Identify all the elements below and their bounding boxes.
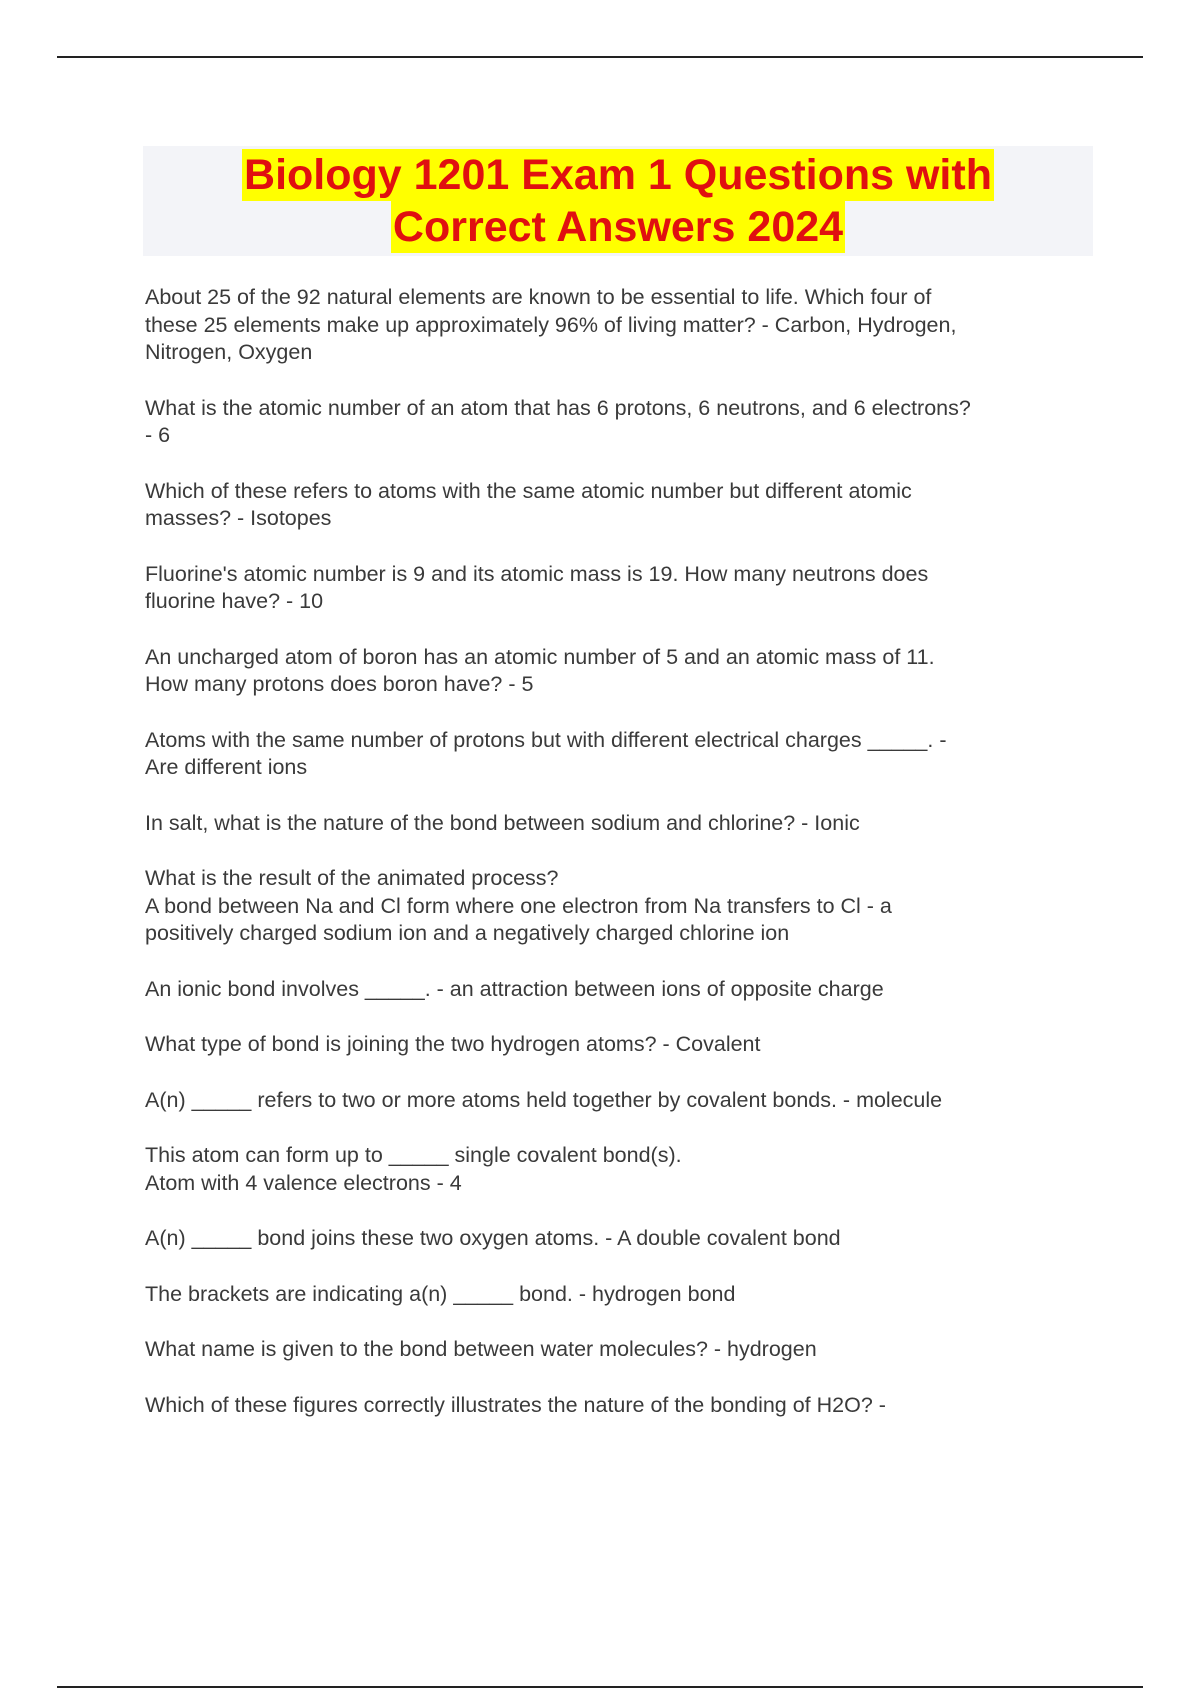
- page-title-line-2: Correct Answers 2024: [392, 203, 844, 251]
- qa-item: Atoms with the same number of protons but with different electrical charges _____. - Are different ions: [145, 727, 947, 779]
- title-banner: [143, 146, 1093, 256]
- qa-item: What is the atomic number of an atom that has 6 protons, 6 neutrons, and 6 electrons? - 6: [145, 395, 971, 447]
- qa-item: About 25 of the 92 natural elements are known to be essential to life. Which four of these 25 elements make up approximately 96% of living matter? - Carbon, Hydrogen, Nitrogen, Oxygen: [145, 285, 957, 364]
- page-title-line-1: Biology 1201 Exam 1 Questions with: [244, 151, 992, 199]
- qa-item: What name is given to the bond between water molecules? - hydrogen: [145, 1337, 817, 1361]
- qa-item: Fluorine's atomic number is 9 and its atomic mass is 19. How many neutrons does fluorine have? - 10: [145, 561, 929, 613]
- qa-item: What type of bond is joining the two hydrogen atoms? - Covalent: [145, 1032, 761, 1056]
- qa-item: A(n) _____ refers to two or more atoms held together by covalent bonds. - molecule: [145, 1087, 943, 1112]
- qa-item: Which of these refers to atoms with the same atomic number but different atomic masses? - Isotopes: [145, 478, 912, 530]
- qa-item: A(n) _____ bond joins these two oxygen atoms. - A double covalent bond: [145, 1226, 841, 1250]
- bottom-divider: [57, 1686, 1143, 1688]
- qa-item: An uncharged atom of boron has an atomic number of 5 and an atomic mass of 11. How many protons does boron have? - 5: [145, 644, 935, 696]
- qa-item: Which of these figures correctly illustrates the nature of the bonding of H2O? -: [145, 1392, 886, 1417]
- qa-item: An ionic bond involves _____. - an attraction between ions of opposite charge: [145, 976, 884, 1001]
- qa-item: This atom can form up to _____ single covalent bond(s). Atom with 4 valence electrons - 4: [145, 1143, 682, 1195]
- qa-item: In salt, what is the nature of the bond between sodium and chlorine? - Ionic: [145, 810, 860, 835]
- question-answer-list: [145, 284, 1095, 1447]
- qa-item: What is the result of the animated process? A bond between Na and Cl form where one electron from Na transfers to Cl - a positively charged sodium ion and a negatively charged chlorine ion: [145, 866, 892, 945]
- top-divider: [57, 56, 1143, 58]
- qa-item: The brackets are indicating a(n) _____ bond. - hydrogen bond: [145, 1281, 736, 1306]
